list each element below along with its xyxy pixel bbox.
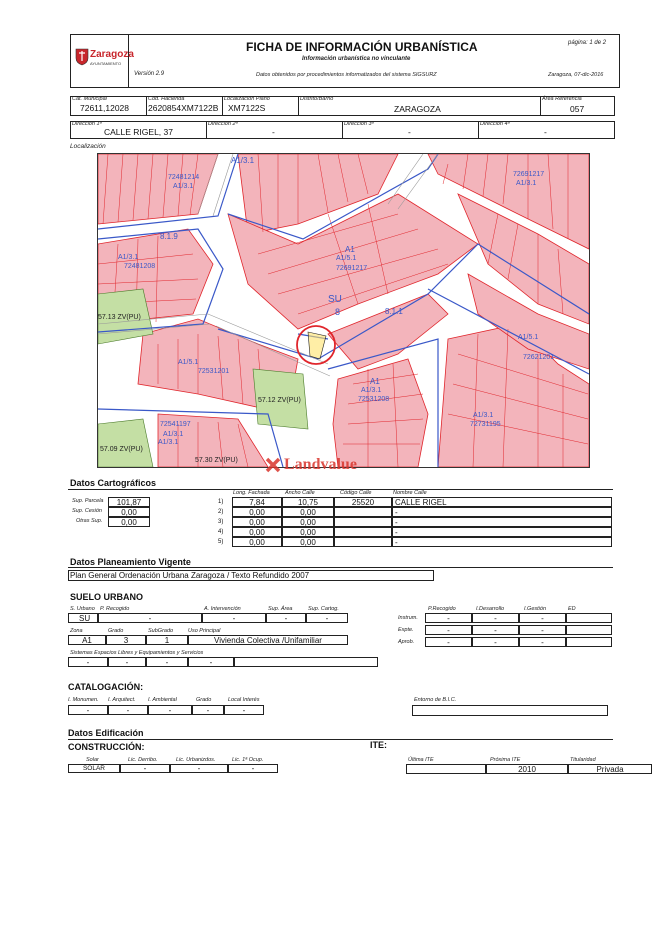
col-header-fachada: Long. Fachada <box>233 490 270 496</box>
planeamiento-value: Plan General Ordenación Urbana Zaragoza / Texto Refundido 2007 <box>70 571 310 580</box>
instrum-cell <box>566 613 612 623</box>
map-label: A1/3.1 <box>361 387 382 394</box>
suelo-h-urbano: S. Urbano <box>70 606 95 612</box>
instrum-h-recogido: P.Recogido <box>428 606 456 612</box>
cat-v-local: - <box>224 705 264 715</box>
sup-cesion-label: Sup. Cesión <box>72 508 102 514</box>
planeamiento-title: Datos Planeamiento Vigente <box>70 557 191 567</box>
street-nombre-cell: CALLE RIGEL <box>392 497 612 507</box>
dir4-label: Dirección 4ª <box>480 121 510 127</box>
suelo-v-intervencion: - <box>202 613 266 623</box>
plano-label: Localización Plano <box>224 96 270 102</box>
entorno-bic-label: Entorno de B.I.C. <box>414 697 457 703</box>
street-nombre-cell: - <box>392 527 612 537</box>
suelo-v-grado: 3 <box>106 635 146 645</box>
edif-v-ocup: - <box>228 764 278 773</box>
distrito-label: Distrito/Barrio <box>300 96 334 102</box>
map-label: 72621201 <box>523 354 555 361</box>
instrum-row-label: Aprob. <box>398 639 415 645</box>
map-label: SU <box>328 294 342 305</box>
col-header-codigo: Código Calle <box>340 490 372 496</box>
ite-h-ultima: Última ITE <box>408 757 434 763</box>
cat-h-monumen: I. Monumen. <box>68 697 99 703</box>
col-header-nombre: Nombre Calle <box>393 490 427 496</box>
dir4-value: - <box>544 127 547 137</box>
edif-h-solar: Solar <box>86 757 99 763</box>
street-codigo-cell <box>334 527 392 537</box>
instrum-cell: - <box>472 613 519 623</box>
cross-icon <box>264 456 282 474</box>
edificacion-title: Datos Edificación <box>68 728 144 738</box>
logo-text: Zaragoza <box>90 49 134 60</box>
suelo-v-urbano: SU <box>68 613 98 623</box>
instrum-cell: - <box>519 637 566 647</box>
dir3-value: - <box>408 127 411 137</box>
edif-h-urbanizdos: Lic. Urbanizdos. <box>176 757 216 763</box>
cat-h-grado: Grado <box>196 697 212 703</box>
map-label: 72531201 <box>198 368 230 375</box>
map-label: 72541197 <box>160 421 191 428</box>
suelo-v-sistemas: - <box>68 657 108 667</box>
cat-h-arquitect: I. Arquitect. <box>108 697 136 703</box>
map-label: 72481208 <box>124 263 156 270</box>
map-label: 8.1.1 <box>385 307 403 316</box>
construccion-title: CONSTRUCCIÓN: <box>68 742 145 752</box>
street-ancho-cell: 0,00 <box>282 517 334 527</box>
map-label: A1/5.1 <box>336 255 357 262</box>
street-fachada-cell: 0,00 <box>232 527 282 537</box>
street-nombre-cell: - <box>392 537 612 547</box>
instrum-cell: - <box>472 637 519 647</box>
instrum-h-gestion: I.Gestión <box>524 606 547 612</box>
street-nombre-cell: - <box>392 507 612 517</box>
instrum-h-desarrollo: I.Desarrollo <box>476 606 505 612</box>
instrum-row-label: Expte. <box>398 627 414 633</box>
cat-v-grado: - <box>192 705 224 715</box>
map-label: A1/5.1 <box>178 359 199 366</box>
edif-h-ocup: Lic. 1ª Ocup. <box>232 757 264 763</box>
dir2-label: Dirección 2ª <box>208 121 238 127</box>
entorno-bic-box <box>412 705 608 716</box>
map-label: A1/3.1 <box>118 254 139 261</box>
logo <box>75 46 134 68</box>
catastral-label: Cat. Municipal <box>72 96 107 102</box>
distrito-value: ZARAGOZA <box>394 104 441 114</box>
map-label: 57.12 ZV(PU) <box>258 397 301 404</box>
suelo-h-recogido: P. Recogido <box>100 606 130 612</box>
instrum-cell: - <box>519 613 566 623</box>
ite-v-titularidad: Privada <box>568 764 652 774</box>
ite-h-titularidad: Titularidad <box>570 757 596 763</box>
map-label: 72691217 <box>513 171 545 178</box>
map-label: A1/3.1 <box>231 156 255 165</box>
street-fachada-cell: 0,00 <box>232 507 282 517</box>
page-number: página: 1 de 2 <box>568 40 607 46</box>
otras-sup-value: 0,00 <box>108 517 150 527</box>
suelo-v-sistemas: - <box>146 657 188 667</box>
suelo-v-zona: A1 <box>68 635 106 645</box>
street-codigo-cell <box>334 507 392 517</box>
ite-v-ultima <box>406 764 486 774</box>
street-fachada-cell: 7,84 <box>232 497 282 507</box>
street-ancho-cell: 10,75 <box>282 497 334 507</box>
cat-h-ambiental: I. Ambiental <box>148 697 177 703</box>
map-label: 57.13 ZV(PU) <box>98 314 141 321</box>
cartograficos-title: Datos Cartográficos <box>70 478 157 488</box>
edif-h-derribo: Lic. Derribo. <box>128 757 158 763</box>
map-label: A1 <box>370 377 380 386</box>
instrum-row-label: Instrum. <box>398 615 418 621</box>
street-n-cell: 4) <box>218 529 224 535</box>
map-label: A1/3.1 <box>163 431 184 438</box>
map-label: A1/3.1 <box>173 183 194 190</box>
catastral-value: 72611,12028 <box>80 103 130 113</box>
street-n-cell: 1) <box>218 499 224 505</box>
ite-v-proxima: 2010 <box>486 764 568 774</box>
watermark-text: Landvalue <box>284 456 357 473</box>
hacienda-label: Cod. Hacienda <box>148 96 185 102</box>
street-n-cell: 5) <box>218 539 224 545</box>
suelo-h-sistemas: Sistemas Espacios Libres y Equipamientos y Servicios <box>70 650 204 656</box>
instrum-cell: - <box>425 613 472 623</box>
source-note: Datos obtenidos por procedimientos informatizados del sistema SIGSURZ <box>256 72 437 78</box>
map-label: A1/3.1 <box>473 412 494 419</box>
print-date: Zaragoza, 07-dic-2016 <box>548 72 604 78</box>
instrum-cell: - <box>472 625 519 635</box>
instrum-cell: - <box>425 625 472 635</box>
otras-sup-label: Otras Sup. <box>76 518 103 524</box>
street-n-cell: 3) <box>218 519 224 525</box>
catalogacion-title: CATALOGACIÓN: <box>68 682 144 692</box>
map-label: 57.30 ZV(PU) <box>195 457 238 464</box>
suelo-v-subgrado: 1 <box>146 635 188 645</box>
plano-value: XM7122S <box>228 103 266 113</box>
street-codigo-cell: 25520 <box>334 497 392 507</box>
dir1-label: Dirección 1ª <box>72 121 102 127</box>
instrum-cell: - <box>425 637 472 647</box>
map-section-label: Localización <box>70 143 106 150</box>
city-shield-icon <box>75 48 89 66</box>
map-label: 72481214 <box>168 174 200 181</box>
suelo-v-uso: Vivienda Colectiva /Unifamiliar <box>188 635 348 645</box>
street-ancho-cell: 0,00 <box>282 507 334 517</box>
sup-cesion-value: 0,00 <box>108 507 150 517</box>
cat-v-arquitect: - <box>108 705 148 715</box>
edif-v-solar: SOLAR <box>68 764 120 773</box>
dir1-value: CALLE RIGEL, 37 <box>104 127 173 137</box>
map-label: A1/3.1 <box>516 180 537 187</box>
suelo-h-grado: Grado <box>108 628 124 634</box>
sup-parcela-value: 101,87 <box>108 497 150 507</box>
suelo-h-intervencion: A. Intervención <box>204 606 241 612</box>
suelo-h-area: Sup. Área <box>268 606 293 612</box>
version: Versión 2.9 <box>134 71 165 77</box>
cat-v-ambiental: - <box>148 705 192 715</box>
logo-sub: AYUNTAMIENTO <box>90 61 122 66</box>
suelo-v-sistemas: - <box>188 657 234 667</box>
suelo-h-subgrado: SubGrado <box>148 628 174 634</box>
map-label: 72531208 <box>358 396 390 403</box>
instrum-cell <box>566 637 612 647</box>
street-nombre-cell: - <box>392 517 612 527</box>
suelo-title: SUELO URBANO <box>70 592 144 602</box>
street-codigo-cell <box>334 517 392 527</box>
map-label: 72731195 <box>470 421 501 428</box>
street-fachada-cell: 0,00 <box>232 537 282 547</box>
street-n-cell: 2) <box>218 509 224 515</box>
hacienda-value: 2620854XM7122B <box>148 103 219 113</box>
edif-v-derribo: - <box>120 764 170 773</box>
suelo-h-uso: Uso Principal <box>188 628 221 634</box>
sup-parcela-label: Sup. Parcela <box>72 498 104 504</box>
col-header-ancho: Ancho Calle <box>285 490 315 496</box>
street-ancho-cell: 0,00 <box>282 527 334 537</box>
instrum-cell: - <box>519 625 566 635</box>
dir2-value: - <box>272 127 275 137</box>
street-codigo-cell <box>334 537 392 547</box>
instrum-cell <box>566 625 612 635</box>
ite-title: ITE: <box>370 740 387 750</box>
map-label: A1/3.1 <box>158 439 179 446</box>
map-label: 72691217 <box>336 265 368 272</box>
map-label: A1 <box>345 245 355 254</box>
ite-h-proxima: Próxima ITE <box>490 757 521 763</box>
map-label: 8.1.9 <box>160 232 178 241</box>
suelo-v-area: - <box>266 613 306 623</box>
suelo-v-sistemas: - <box>108 657 146 667</box>
instrum-h-ed: ED <box>568 606 576 612</box>
suelo-v-cartog: - <box>306 613 348 623</box>
suelo-sistemas-rest <box>234 657 378 667</box>
page-title: FICHA DE INFORMACIÓN URBANÍSTICA <box>246 40 478 54</box>
watermark <box>264 456 357 474</box>
suelo-v-recogido: - <box>98 613 202 623</box>
page-subtitle: Información urbanística no vinculante <box>302 56 411 62</box>
location-map <box>97 153 590 468</box>
map-label: 8 <box>335 307 341 317</box>
street-fachada-cell: 0,00 <box>232 517 282 527</box>
area-value: 057 <box>570 104 585 114</box>
suelo-h-cartog: Sup. Cartog. <box>308 606 339 612</box>
dir3-label: Dirección 3ª <box>344 121 374 127</box>
street-ancho-cell: 0,00 <box>282 537 334 547</box>
edif-v-urbanizdos: - <box>170 764 228 773</box>
map-label: A1/5.1 <box>518 334 539 341</box>
suelo-h-zona: Zona <box>70 628 83 634</box>
area-label: Área Referencia <box>542 96 582 102</box>
map-label: 57.09 ZV(PU) <box>100 446 143 453</box>
cat-h-local: Local Interés <box>228 697 260 703</box>
cat-v-monumen: - <box>68 705 108 715</box>
